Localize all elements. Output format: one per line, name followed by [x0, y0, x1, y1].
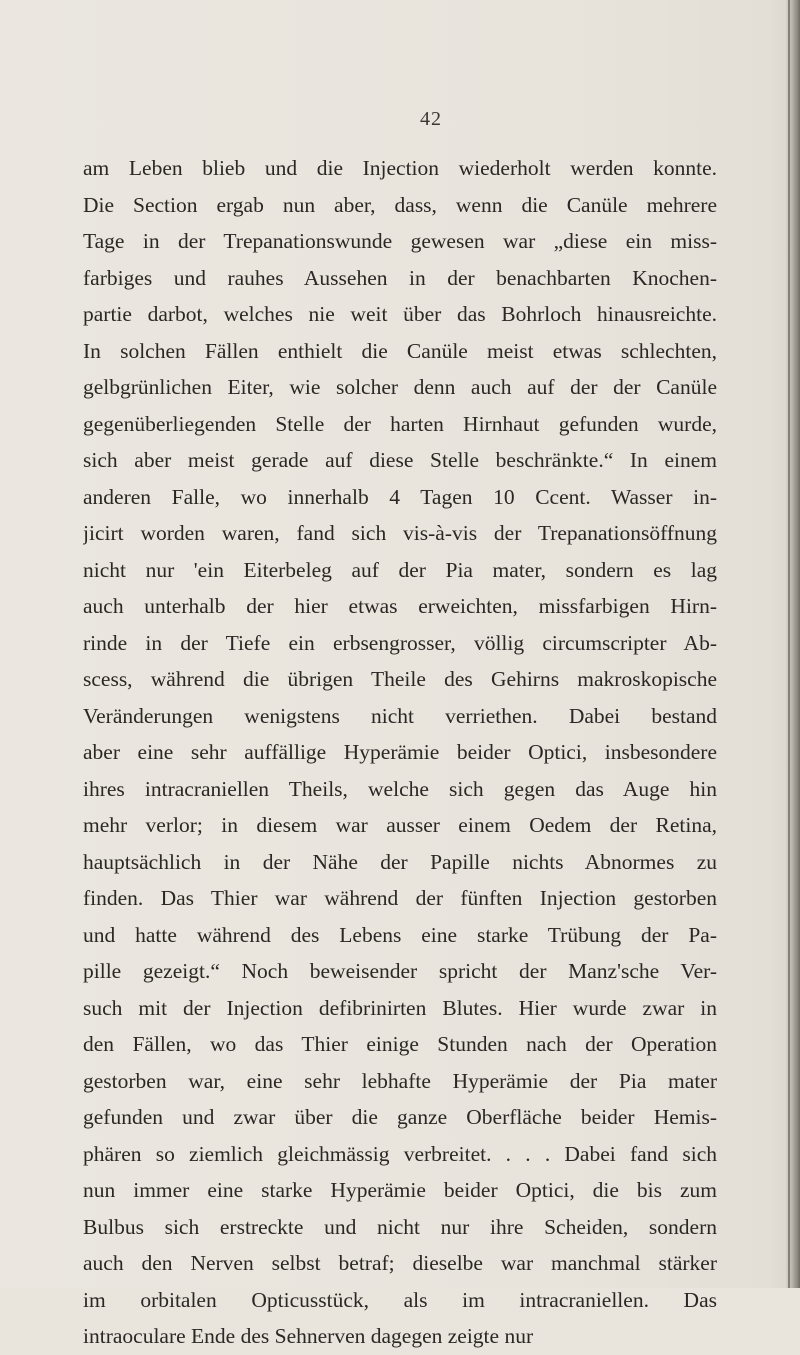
text-line: ihres intracraniellen Theils, welche sich gegen das Auge hin — [83, 776, 717, 801]
text-line: nun immer eine starke Hyperämie beider Optici, die bis zum — [83, 1178, 717, 1202]
text-line: farbiges und rauhes Aussehen in der benachbarten Knochen- — [83, 265, 717, 290]
binding-shadow-line — [788, 0, 790, 1288]
text-line: pille gezeigt.“ Noch beweisender spricht der Manz'sche Ver- — [83, 959, 717, 983]
text-line: such mit der Injection defibrinirten Blutes. Hier wurde zwar in — [83, 995, 717, 1020]
text-line: und hatte während des Lebens eine starke Trübung der Pa- — [83, 922, 717, 947]
text-line: In solchen Fällen enthielt die Canüle meist etwas schlechten, — [83, 338, 717, 363]
text-line: nicht nur 'ein Eiterbeleg auf der Pia mater, sondern es lag — [83, 557, 717, 582]
text-line: phären so ziemlich gleichmässig verbreitet. . . . Dabei fand sich — [83, 1141, 717, 1166]
body-text — [83, 150, 717, 1355]
text-line: partie darbot, welches nie weit über das Bohrloch hinausreichte. — [83, 302, 717, 326]
text-line: Tage in der Trepanationswunde gewesen war „diese ein miss- — [83, 229, 717, 253]
text-line: gefunden und zwar über die ganze Oberfläche beider Hemis- — [83, 1105, 717, 1129]
text-line: im orbitalen Opticusstück, als im intracraniellen. Das — [83, 1287, 717, 1312]
text-line: gegenüberliegenden Stelle der harten Hirnhaut gefunden wurde, — [83, 411, 717, 436]
text-line: jicirt worden waren, fand sich vis-à-vis der Trepanationsöffnung — [83, 521, 717, 545]
text-line: Die Section ergab nun aber, dass, wenn die Canüle mehrere — [83, 192, 717, 217]
text-line: auch unterhalb der hier etwas erweichten, missfarbigen Hirn- — [83, 594, 717, 618]
text-line: finden. Das Thier war während der fünften Injection gestorben — [83, 886, 717, 910]
text-line: gelbgrünlichen Eiter, wie solcher denn auch auf der der Canüle — [83, 375, 717, 399]
text-line: Veränderungen wenigstens nicht verriethen. Dabei bestand — [83, 703, 717, 728]
text-line: intraoculare Ende des Sehnerven dagegen zeigte nur — [83, 1324, 534, 1348]
text-line: sich aber meist gerade auf diese Stelle beschränkte.“ In einem — [83, 448, 717, 472]
text-line: scess, während die übrigen Theile des Gehirns makroskopische — [83, 667, 717, 691]
text-line: gestorben war, eine sehr lebhafte Hyperämie der Pia mater — [83, 1068, 717, 1093]
text-line: den Fällen, wo das Thier einige Stunden nach der Operation — [83, 1032, 717, 1056]
text-line: rinde in der Tiefe ein erbsengrosser, völlig circumscripter Ab- — [83, 630, 717, 655]
text-line: Bulbus sich erstreckte und nicht nur ihre Scheiden, sondern — [83, 1214, 717, 1239]
page-number: 42 — [420, 108, 442, 130]
text-line: aber eine sehr auffällige Hyperämie beider Optici, insbesondere — [83, 740, 717, 764]
text-line: anderen Falle, wo innerhalb 4 Tagen 10 Ccent. Wasser in- — [83, 484, 717, 509]
text-line: hauptsächlich in der Nähe der Papille nichts Abnormes zu — [83, 849, 717, 874]
text-line: auch den Nerven selbst betraf; dieselbe war manchmal stärker — [83, 1251, 717, 1275]
text-line: mehr verlor; in diesem war ausser einem Oedem der Retina, — [83, 813, 717, 837]
text-line: am Leben blieb und die Injection wiederholt werden konnte. — [83, 156, 717, 180]
